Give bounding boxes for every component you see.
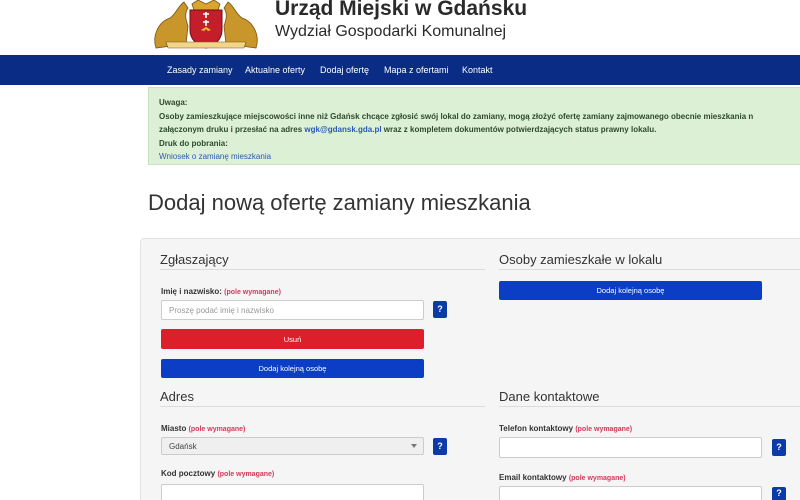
- required-marker: (pole wymagane): [568, 475, 626, 482]
- notice-email-link[interactable]: wgk@gdansk.gda.pl: [304, 125, 382, 134]
- name-label-text: Imię i nazwisko:: [161, 287, 222, 296]
- notice-box: [148, 87, 800, 165]
- section-divider: [160, 269, 485, 270]
- postal-label-text: Kod pocztowy: [161, 469, 216, 478]
- notice-line-2-prefix: załączonym druku i przesłać na adres: [159, 125, 303, 134]
- city-label: [161, 424, 245, 433]
- chevron-down-icon: [411, 444, 417, 448]
- site-header: [0, 0, 800, 55]
- phone-label-text: Telefon kontaktowy: [499, 424, 574, 433]
- page-title: Dodaj nową ofertę zamiany mieszkania: [148, 190, 531, 215]
- section-divider: [499, 406, 800, 407]
- city-label-text: Miasto: [161, 424, 187, 433]
- notice-line-1: Osoby zamieszkujące miejscowości inne niż Gdańsk chcące zgłosić swój lokal do zamiany, mogą złożyć ofertę zamiany zajmowanego obecnie mieszkania n: [159, 111, 754, 121]
- download-form-link[interactable]: Wniosek o zamianę mieszkania: [159, 152, 272, 161]
- add-applicant-button[interactable]: Dodaj kolejną osobę: [161, 359, 424, 378]
- add-resident-button[interactable]: Dodaj kolejną osobę: [499, 281, 762, 300]
- nav-item-map[interactable]: Mapa z ofertami: [384, 65, 449, 75]
- nav-item-current-offers[interactable]: Aktualne oferty: [245, 65, 306, 75]
- notice-line-2: [159, 123, 800, 137]
- email-input[interactable]: [499, 486, 762, 500]
- remove-person-button[interactable]: Usuń: [161, 329, 424, 349]
- phone-help-button[interactable]: ?: [772, 439, 786, 456]
- required-marker: (pole wymagane): [224, 289, 281, 296]
- email-label: [499, 473, 626, 482]
- name-label: [161, 287, 281, 296]
- phone-input[interactable]: [499, 437, 762, 458]
- city-select[interactable]: [161, 437, 424, 455]
- required-marker: (pole wymagane): [188, 426, 246, 433]
- nav-item-rules[interactable]: Zasady zamiany: [167, 65, 233, 75]
- required-marker: (pole wymagane): [575, 426, 633, 433]
- main-navbar: [0, 55, 800, 85]
- section-heading-address: Adres: [160, 389, 194, 404]
- city-help-button[interactable]: ?: [433, 438, 447, 455]
- postal-code-input[interactable]: [161, 484, 424, 500]
- nav-item-contact[interactable]: Kontakt: [462, 65, 493, 75]
- site-title: Urząd Miejski w Gdańsku: [275, 0, 528, 20]
- section-heading-applicant: Zgłaszający: [160, 252, 229, 267]
- site-subtitle: Wydział Gospodarki Komunalnej: [275, 23, 507, 40]
- section-divider: [499, 269, 800, 270]
- notice-download-label: Druk do pobrania:: [159, 138, 228, 148]
- name-help-button[interactable]: ?: [433, 301, 447, 318]
- section-divider: [160, 406, 485, 407]
- coat-of-arms-icon: [148, 0, 264, 50]
- email-label-text: Email kontaktowy: [499, 473, 567, 482]
- city-select-value: Gdańsk: [169, 441, 197, 451]
- nav-item-add-offer[interactable]: Dodaj ofertę: [320, 65, 370, 75]
- notice-line-2-suffix: wraz z kompletem dokumentów potwierdzających status prawny lokalu.: [383, 125, 657, 134]
- section-heading-residents: Osoby zamieszkałe w lokalu: [499, 252, 663, 267]
- required-marker: (pole wymagane): [217, 471, 275, 478]
- name-input[interactable]: [161, 300, 424, 320]
- email-help-button[interactable]: ?: [772, 487, 786, 500]
- name-input-placeholder: Proszę podać imię i nazwisko: [169, 305, 274, 315]
- phone-label: [499, 424, 632, 433]
- section-heading-contact: Dane kontaktowe: [499, 389, 600, 404]
- postal-label: [161, 469, 274, 478]
- notice-heading: Uwaga:: [159, 98, 188, 107]
